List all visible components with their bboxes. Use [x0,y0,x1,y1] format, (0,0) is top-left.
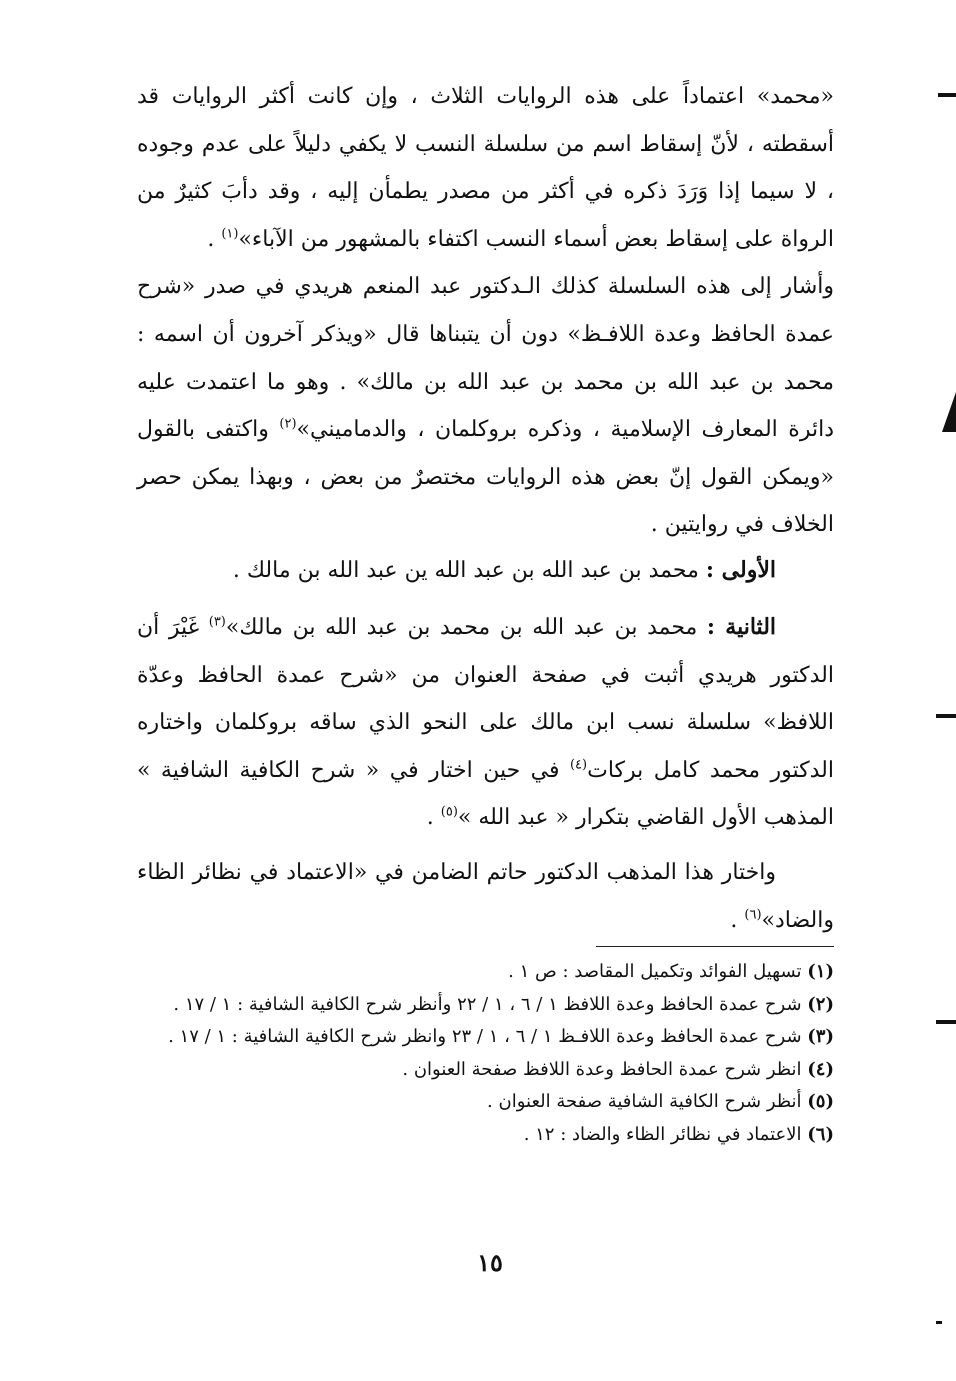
scan-mark [942,392,956,432]
footnote-ref-3: (٣) [208,614,226,630]
footnote-item [137,1086,834,1119]
paragraph-3-end: . [730,907,745,933]
second-narration [137,604,834,842]
footnote-ref-5: (٥) [440,805,458,821]
footnote-text: تسهيل الفوائد وتكميل المقاصد : ص ١ . [508,961,802,982]
footnote-item [137,1021,834,1054]
first-label: الأولى : [705,557,776,583]
footnote-ref-4: (٤) [569,757,588,773]
footnote-number: (٣) [807,1026,834,1047]
paragraph-3-text: واختار هذا المذهب الدكتور حاتم الضامن في «الاعتماد في نظائر الظاء والضاد» [137,860,834,933]
footnote-ref-1: (١) [221,226,239,242]
paragraph-2-text: وأشار إلى هذه السلسلة كذلك الـدكتور عبد المنعم هريدي في صدر «شرح عمدة الحافظ وعدة اللافـظ» دون أن يتبناها قال «ويذكر آخرون أن اسمه : محمد بن عبد الله بن محمد بن عبد الله بن مالك» . وهو ما اعتمدت عليه دائرة المعارف الإسلامية ، وذكره بروكلمان ، والدماميني» [137,274,834,443]
footnote-separator [596,946,834,947]
footnote-item [137,989,834,1022]
scan-mark [936,1020,956,1024]
footnote-text: الاعتماد في نظائر الظاء والضاد : ١٢ . [523,1123,802,1145]
second-text: محمد بن عبد الله بن محمد بن عبد الله بن مالك» [225,615,707,640]
paragraph-3 [137,849,834,944]
second-label: الثانية : [706,614,777,640]
first-text: محمد بن عبد الله بن عبد الله ين عبد الله بن مالك . [232,558,706,583]
footnote-ref-6: (٦) [744,907,762,923]
footnote-number: (٦) [807,1123,834,1145]
footnote-item [137,1119,834,1152]
paragraph-1 [137,73,834,549]
footnote-text: شرح عمدة الحافظ وعدة اللافظ ١ / ٦ ، ١ / ٢٢ وأنظر شرح الكافية الشافية : ١ / ١٧ . [173,993,802,1015]
footnotes [137,956,834,1151]
footnote-number: (٤) [807,1058,834,1080]
second-continuation: غَيْرَ أن الدكتور هريدي أثبت في صفحة العنوان من «شرح عمدة الحافظ وعدّة اللافظ» سلسلة نسب ابن مالك على النحو الذي ساقه بروكلمان واختاره الدكتور محمد كامل بركات [137,615,834,783]
footnote-text: شرح عمدة الحافظ وعدة اللافـظ ١ / ٦ ، ١ / ٢٣ وانظر شرح الكافية الشافية : ١ / ١٧ . [168,1026,802,1047]
second-continuation-2: في حين اختار في « شرح الكافية الشافية » المذهب الأول القاضي بتكرار « عبد الله » [137,757,834,831]
footnote-text: انظر شرح عمدة الحافظ وعدة اللافظ صفحة العنوان . [402,1058,802,1080]
footnote-number: (٢) [807,993,834,1015]
paragraph-1-text: «محمد» اعتماداً على هذه الروايات الثلاث ، وإن كانت أكثر الروايات قد أسقطته ، لأنّ إسقاط اسم من سلسلة النسب لا يكفي دليلاً على عدم وجوده ، لا سيما إذا وَرَدَ ذكره في أكثر من مصدر يطمأن إليه ، وقد دأبَ كثيرٌ من الرواة على إسقاط بعض أسماء النسب اكتفاء بالمشهور من الآباء» [137,84,834,252]
footnote-item [137,956,834,989]
second-end: . [426,805,441,831]
footnote-number: (١) [807,961,834,982]
scan-mark [938,93,956,97]
scan-mark [936,714,956,718]
paragraph-2-end: واكتفى بالقول «ويمكن القول إنّ بعض هذه الروايات مختصرٌ من بعض ، وبهذا يمكن حصر الخلاف في روايتين . [137,417,834,538]
footnote-text: أنظر شرح الكافية الشافية صفحة العنوان . [487,1091,802,1112]
paragraph-1-end: . [207,226,222,252]
page-number: ١٥ [477,1248,503,1277]
scan-mark [936,1321,942,1324]
first-narration [137,547,834,595]
footnote-item [137,1054,834,1087]
footnote-ref-2: (٢) [279,416,297,432]
footnote-number: (٥) [807,1091,834,1112]
